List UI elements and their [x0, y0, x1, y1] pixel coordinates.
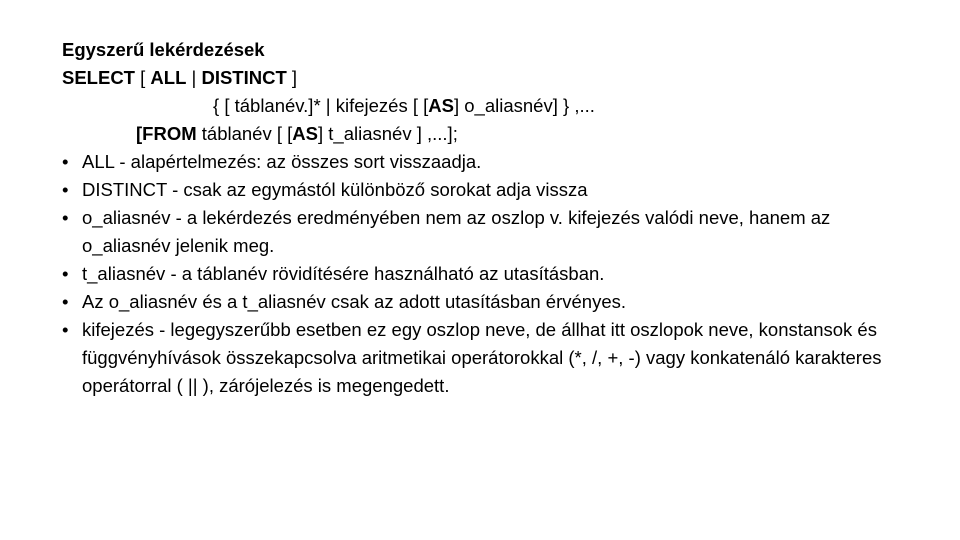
bullet-item [62, 288, 922, 316]
keyword-select: SELECT [62, 67, 135, 88]
bullet-icon: • [62, 207, 69, 228]
bullet-text: DISTINCT - csak az egymástól különböző sorokat adja vissza [82, 179, 588, 200]
bullet-item [62, 148, 922, 176]
bullet-text: t_aliasnév - a táblanév rövidítésére használható az utasításban. [82, 263, 605, 284]
bullet-text: kifejezés - legegyszerűbb esetben ez egy oszlop neve, de állhat itt oszlopok neve, konstansok és függvényhívások összekapcsolva aritmetikai operátorokkal (*, /, +, -) vagy konkatenáló karakteres operátorral ( || ), zárójelezés is megengedett. [82, 319, 882, 396]
keyword-from: [FROM [136, 123, 197, 144]
syntax-line-from [62, 120, 922, 148]
bullet-icon: • [62, 263, 69, 284]
bullet-icon: • [62, 291, 69, 312]
bullet-list [62, 148, 922, 400]
syntax-text: ] o_aliasnév] } ,... [453, 95, 595, 116]
syntax-line-select [62, 64, 922, 92]
bullet-text: ALL - alapértelmezés: az összes sort visszaadja. [82, 151, 482, 172]
syntax-text: táblanév [ [ [196, 123, 293, 144]
bullet-icon: • [62, 179, 69, 200]
keyword-as: AS [428, 95, 454, 116]
bullet-icon: • [62, 319, 69, 340]
syntax-text: [ [134, 67, 151, 88]
syntax-text: ] t_aliasnév ] ,...]; [317, 123, 458, 144]
bullet-text: Az o_aliasnév és a t_aliasnév csak az adott utasításban érvényes. [82, 291, 627, 312]
bullet-item [62, 316, 922, 400]
syntax-text: { [ táblanév.]* | kifejezés [ [ [213, 95, 429, 116]
keyword-distinct: DISTINCT [201, 67, 287, 88]
bullet-item [62, 260, 922, 288]
slide-content [62, 36, 922, 400]
keyword-all: ALL [150, 67, 187, 88]
syntax-text: ] [286, 67, 298, 88]
keyword-as: AS [292, 123, 318, 144]
bullet-text: o_aliasnév - a lekérdezés eredményében nem az oszlop v. kifejezés valódi neve, hanem az o_aliasnév jelenik meg. [82, 207, 831, 256]
bullet-item [62, 176, 922, 204]
syntax-line-columns [62, 92, 922, 120]
syntax-text: | [186, 67, 202, 88]
slide-title: Egyszerű lekérdezések [62, 39, 265, 60]
bullet-item [62, 204, 922, 260]
bullet-icon: • [62, 151, 69, 172]
